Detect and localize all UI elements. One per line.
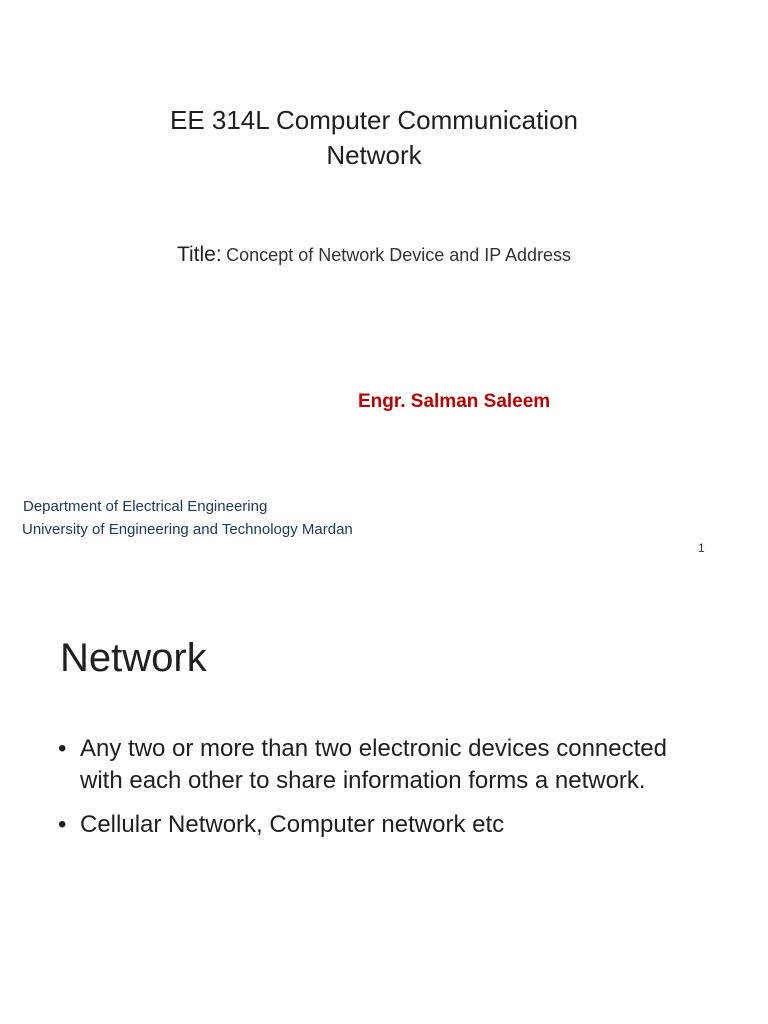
course-title-line-2: Network — [326, 140, 422, 170]
page-number: 1 — [698, 541, 705, 555]
presentation-subtitle — [60, 243, 688, 267]
bullet-text: Cellular Network, Computer network etc — [80, 811, 505, 838]
course-title-line-1: EE 314L Computer Communication — [169, 105, 578, 135]
slide-network — [0, 576, 768, 1024]
course-title — [84, 103, 664, 173]
bullet-item — [58, 733, 698, 797]
subtitle-text: Concept of Network Device and IP Address — [226, 245, 572, 265]
affiliation — [22, 495, 353, 541]
bullet-item — [58, 809, 698, 841]
bullet-icon: • — [58, 735, 67, 762]
slide-heading: Network — [60, 636, 207, 680]
bullet-text: Any two or more than two electronic devices connected with each other to share information forms a network. — [80, 735, 667, 794]
department-name: Department of Electrical Engineering — [23, 498, 268, 515]
subtitle-label: Title: — [176, 243, 222, 266]
bullet-icon: • — [58, 811, 67, 838]
bullet-list — [58, 733, 698, 853]
author-name: Engr. Salman Saleem — [358, 391, 551, 412]
university-name: University of Engineering and Technology Mardan — [22, 521, 353, 538]
